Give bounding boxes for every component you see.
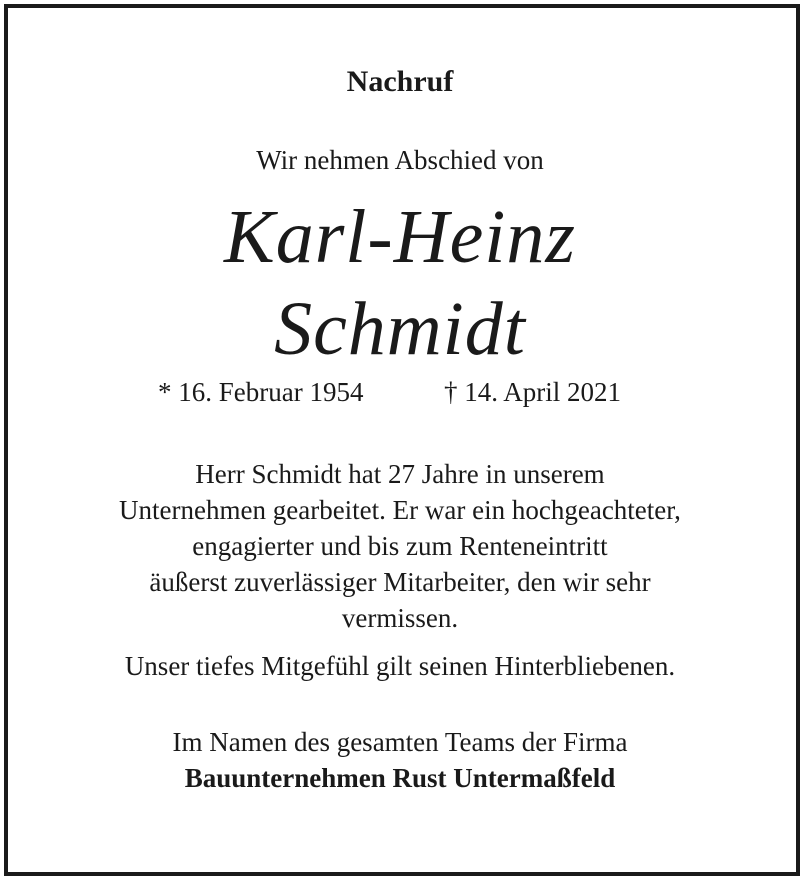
signoff-line: Im Namen des gesamten Teams der Firma — [172, 727, 628, 757]
deceased-name — [8, 191, 792, 375]
notice-heading: Nachruf — [346, 65, 454, 98]
tribute-line: vermissen. — [341, 603, 459, 633]
first-name-line: Karl-Heinz — [224, 195, 576, 279]
tribute-paragraph — [8, 456, 792, 636]
tribute-line: engagierter und bis zum Renteneintritt — [192, 531, 608, 561]
condolence-line: Unser tiefes Mitgefühl gilt seinen Hinterbliebenen. — [124, 651, 676, 681]
death-date: † 14. April 2021 — [444, 377, 622, 407]
obituary-notice — [8, 8, 792, 872]
tribute-line: Herr Schmidt hat 27 Jahre in unserem — [195, 459, 605, 489]
tribute-line: Unternehmen gearbeitet. Er war ein hochgeachteter, — [119, 495, 681, 525]
company-name: Bauunternehmen Rust Untermaßfeld — [184, 763, 616, 793]
intro-line: Wir nehmen Abschied von — [256, 145, 544, 175]
last-name-line: Schmidt — [274, 287, 526, 371]
birth-date: * 16. Februar 1954 — [158, 377, 364, 407]
tribute-line: äußerst zuverlässiger Mitarbeiter, den wir sehr — [149, 567, 651, 597]
